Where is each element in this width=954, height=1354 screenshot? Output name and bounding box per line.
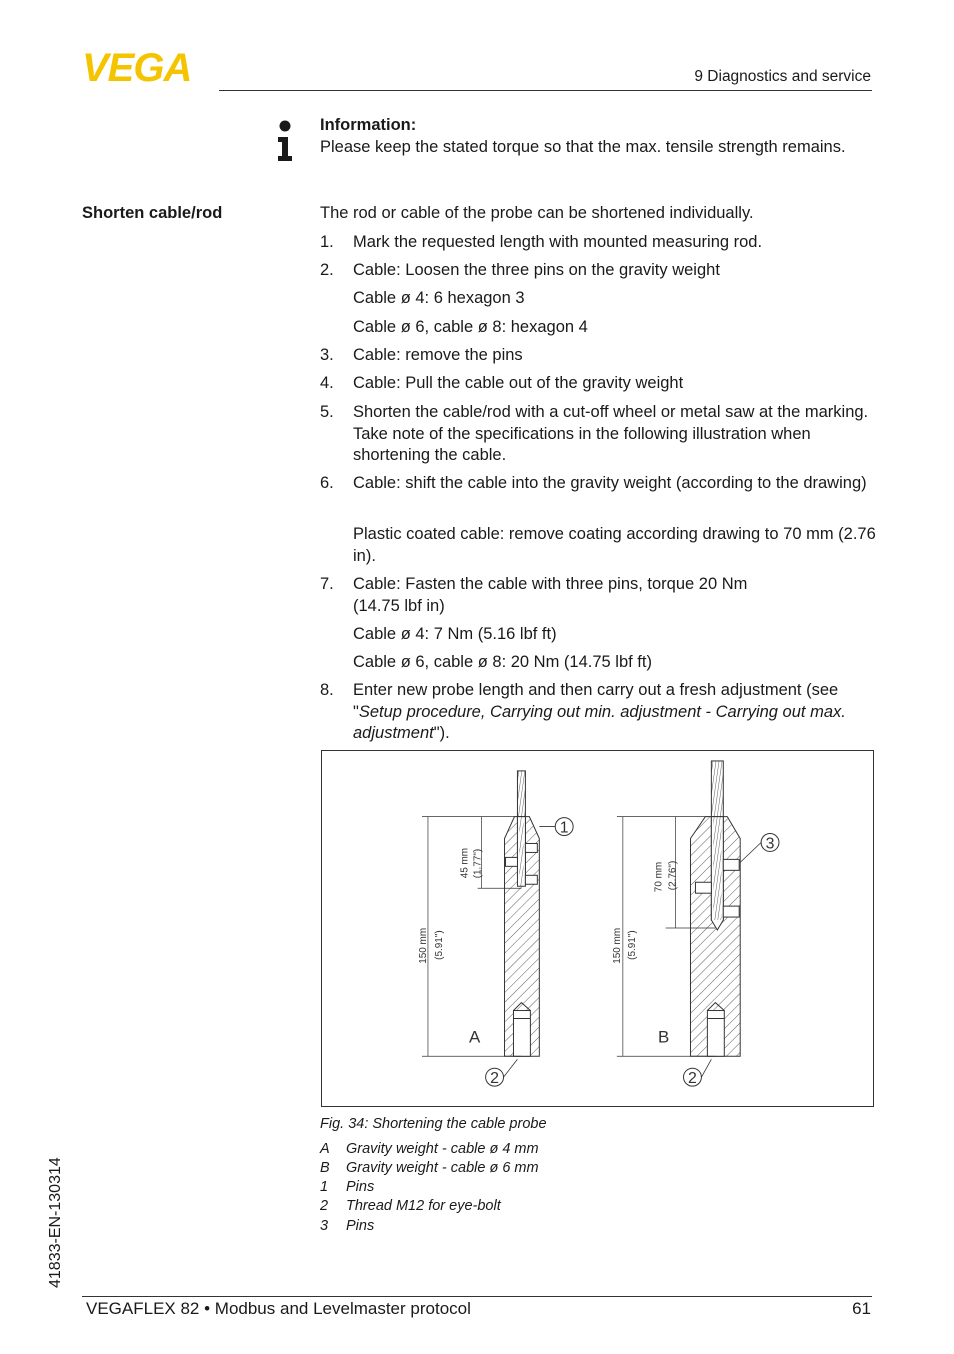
legend-key: 1: [320, 1179, 329, 1195]
step-4: [320, 373, 880, 395]
step-number: 3.: [320, 346, 334, 364]
dim-a-short-in: (1.77"): [472, 848, 484, 879]
legend-key: A: [320, 1141, 330, 1157]
legend-text: Thread M12 for eye-bolt: [346, 1198, 501, 1214]
legend-key: 3: [320, 1218, 329, 1234]
step-text-pre: Enter new probe length and then carry out a fresh adjustment (see ": [353, 681, 839, 721]
step-2-sub-b: Cable ø 6, cable ø 8: hexagon 4: [353, 318, 588, 336]
dim-a-short: 45 mm: [459, 847, 471, 879]
figure-caption: Fig. 34: Shortening the cable probe: [320, 1116, 547, 1132]
logo-text: VEGA: [82, 50, 192, 84]
info-icon: [275, 120, 295, 162]
step-3: [320, 345, 880, 367]
step-text: [353, 680, 880, 745]
step-text: Cable: Pull the cable out of the gravity weight: [353, 374, 684, 392]
legend-item: [320, 1198, 501, 1214]
callout-3: 3: [765, 835, 775, 853]
step-number: 6.: [320, 474, 334, 492]
legend-text: Pins: [346, 1218, 375, 1234]
section-intro: The rod or cable of the probe can be shortened individually.: [320, 204, 754, 222]
step-text: Cable: Fasten the cable with three pins, torque 20 Nm (14.75 lbf in): [353, 575, 748, 615]
dim-a-long: 150 mm: [417, 927, 429, 964]
step-7: [320, 574, 880, 617]
vega-logo: [82, 50, 212, 84]
legend-key: B: [320, 1160, 330, 1176]
step-text-reference: Setup procedure, Carrying out min. adjustment - Carrying out max. adjustment: [353, 702, 846, 742]
step-text: Cable: shift the cable into the gravity weight (according to the drawing): [353, 474, 867, 492]
step-2: [320, 260, 880, 282]
step-1: [320, 232, 880, 254]
legend-item: [320, 1179, 374, 1195]
step-number: 5.: [320, 403, 334, 421]
footer-divider: [82, 1296, 872, 1297]
legend-item: [320, 1160, 539, 1176]
step-6: [320, 473, 880, 495]
page-number: 61: [852, 1299, 871, 1318]
legend-key: 2: [320, 1198, 329, 1214]
step-number: 8.: [320, 681, 334, 699]
step-number: 1.: [320, 233, 334, 251]
dim-b-short-in: (2.76"): [667, 860, 679, 891]
dim-b-long: 150 mm: [611, 927, 623, 964]
step-text: Cable: Loosen the three pins on the gravity weight: [353, 261, 720, 279]
dim-a-long-in: (5.91"): [433, 930, 445, 960]
document-number: [40, 1140, 66, 1290]
step-6-sub: Plastic coated cable: remove coating according drawing to 70 mm (2.76 in).: [353, 525, 876, 565]
callout-1: 1: [559, 819, 569, 837]
info-text: Please keep the stated torque so that the max. tensile strength remains.: [320, 138, 846, 156]
callout-2b: 2: [688, 1070, 697, 1088]
label-a: A: [469, 1027, 481, 1047]
header-section-title: 9 Diagnostics and service: [694, 68, 871, 85]
dim-b-long-in: (5.91"): [626, 930, 638, 960]
label-b: B: [657, 1027, 670, 1047]
step-5: [320, 402, 880, 467]
legend-text: Gravity weight - cable ø 4 mm: [346, 1141, 539, 1157]
legend-item: [320, 1141, 539, 1157]
step-8: [320, 680, 880, 745]
step-number: 7.: [320, 575, 334, 593]
step-7-sub-a: Cable ø 4: 7 Nm (5.16 lbf ft): [353, 625, 557, 643]
section-heading: Shorten cable/rod: [82, 204, 223, 222]
step-text: Shorten the cable/rod with a cut-off wheel or metal saw at the marking. Take note of the specifications in the following illustration when shortening the cable.: [353, 403, 869, 464]
document-number-text: 41833-EN-130314: [47, 1157, 64, 1288]
dim-b-short: 70 mm: [653, 861, 665, 893]
step-number: 2.: [320, 261, 334, 279]
header-divider: [219, 90, 872, 91]
step-text-post: ").: [433, 724, 450, 742]
step-2-sub-a: Cable ø 4: 6 hexagon 3: [353, 289, 525, 307]
step-number: 4.: [320, 374, 334, 392]
legend-text: Gravity weight - cable ø 6 mm: [346, 1160, 539, 1176]
legend-item: [320, 1218, 374, 1234]
weight-a: [505, 771, 540, 1056]
legend-text: Pins: [346, 1179, 375, 1195]
step-7-sub-b: Cable ø 6, cable ø 8: 20 Nm (14.75 lbf ft): [353, 653, 652, 671]
footer-product: VEGAFLEX 82 • Modbus and Levelmaster protocol: [86, 1299, 471, 1318]
callout-2a: 2: [490, 1070, 500, 1088]
shortening-diagram: [321, 750, 874, 1107]
info-title: Information:: [320, 116, 417, 134]
step-text: Cable: remove the pins: [353, 346, 523, 364]
weight-b: [690, 761, 740, 1056]
step-text: Mark the requested length with mounted measuring rod.: [353, 233, 763, 251]
